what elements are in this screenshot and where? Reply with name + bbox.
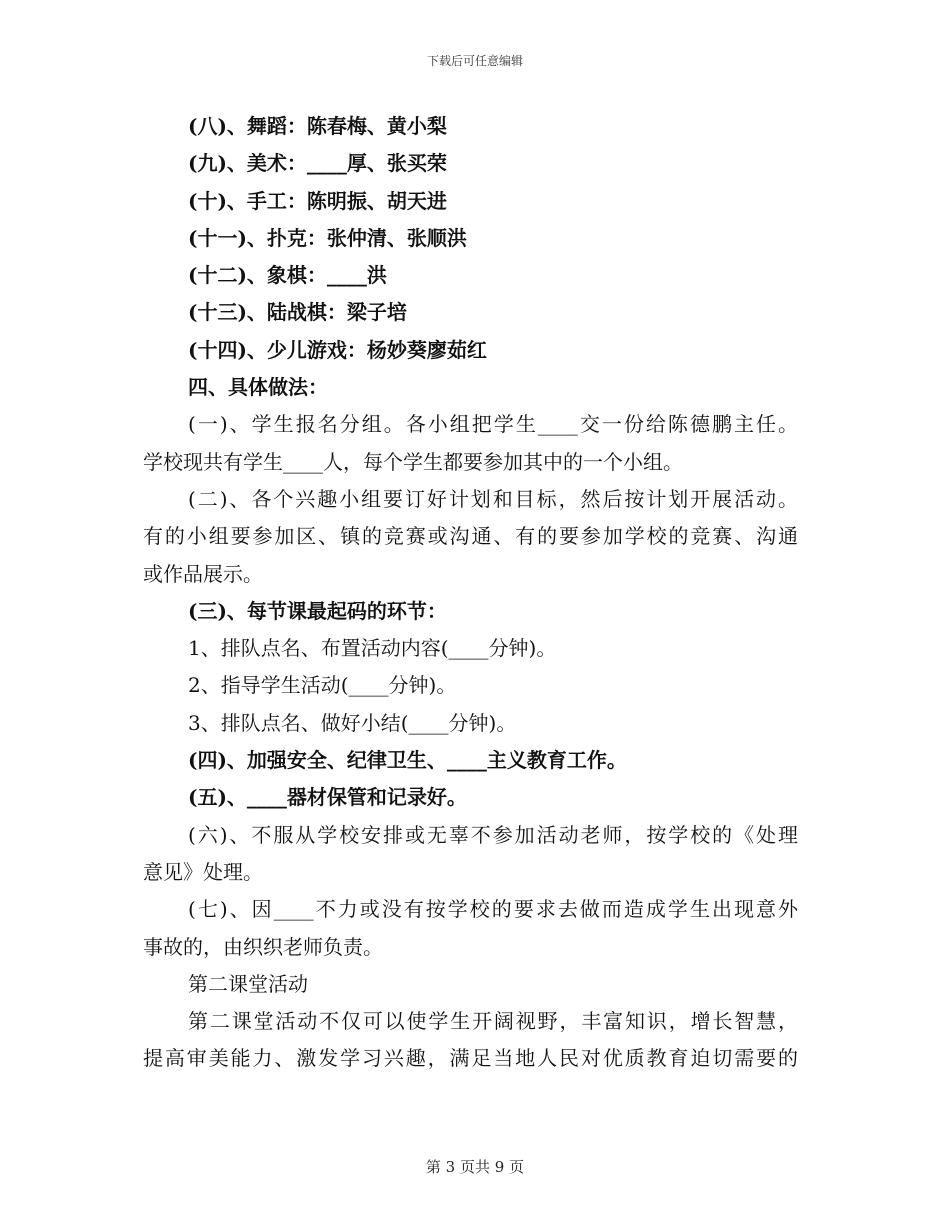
text-line: 有的小组要参加区、镇的竞赛或沟通、有的要参加学校的竞赛、沟通 (143, 524, 798, 549)
text-line: (十三)、陆战棋：梁子培 (188, 300, 407, 325)
text-line: (十)、手工：陈明振、胡天进 (188, 188, 447, 213)
text-line: 第二课堂活动不仅可以使学生开阔视野，丰富知识，增长智慧， (188, 1009, 798, 1034)
text-line: (一)、学生报名分组。各小组把学生____交一份给陈德鹏主任。 (188, 412, 798, 437)
section-heading: 第二课堂活动 (188, 971, 308, 996)
text-line: 事故的，由织织老师负责。 (143, 934, 383, 959)
page-number: 第 3 页共 9 页 (425, 1158, 525, 1176)
text-line: 3、排队点名、做好小结(____分钟)。 (188, 710, 517, 735)
text-line: (八)、舞蹈：陈春梅、黄小梨 (188, 114, 447, 138)
document-body (143, 108, 798, 1078)
text-line: (七)、因____不力或没有按学校的要求去做而造成学生出现意外 (188, 897, 798, 922)
text-line: (九)、美术：____厚、张买荣 (188, 151, 447, 176)
text-line: 提高审美能力、激发学习兴趣，满足当地人民对优质教育迫切需要的 (143, 1046, 798, 1071)
section-heading: 四、具体做法： (188, 375, 328, 400)
text-line: 意见》处理。 (143, 859, 263, 884)
text-line: 1、排队点名、布置活动内容(____分钟)。 (188, 636, 557, 661)
text-line: 2、指导学生活动(____分钟)。 (188, 673, 457, 698)
text-line: (二)、各个兴趣小组要订好计划和目标，然后按计划开展活动。 (188, 486, 798, 511)
text-line: (十二)、象棋：____洪 (188, 263, 387, 288)
text-line: (四)、加强安全、纪律卫生、____主义教育工作。 (188, 748, 627, 773)
text-line: (三)、每节课最起码的环节： (188, 598, 447, 623)
text-line: (十四)、少儿游戏：杨妙葵廖茹红 (188, 337, 487, 362)
text-line: (十一)、扑克：张仲清、张顺洪 (188, 225, 467, 250)
text-line: (五)、____器材保管和记录好。 (188, 785, 467, 810)
text-line: 或作品展示。 (143, 561, 263, 586)
text-line: 学校现共有学生____人，每个学生都要参加其中的一个小组。 (143, 449, 683, 474)
text-line: (六)、不服从学校安排或无辜不参加活动老师，按学校的《处理 (188, 822, 798, 847)
page-header: 下载后可任意编辑 (426, 54, 523, 68)
